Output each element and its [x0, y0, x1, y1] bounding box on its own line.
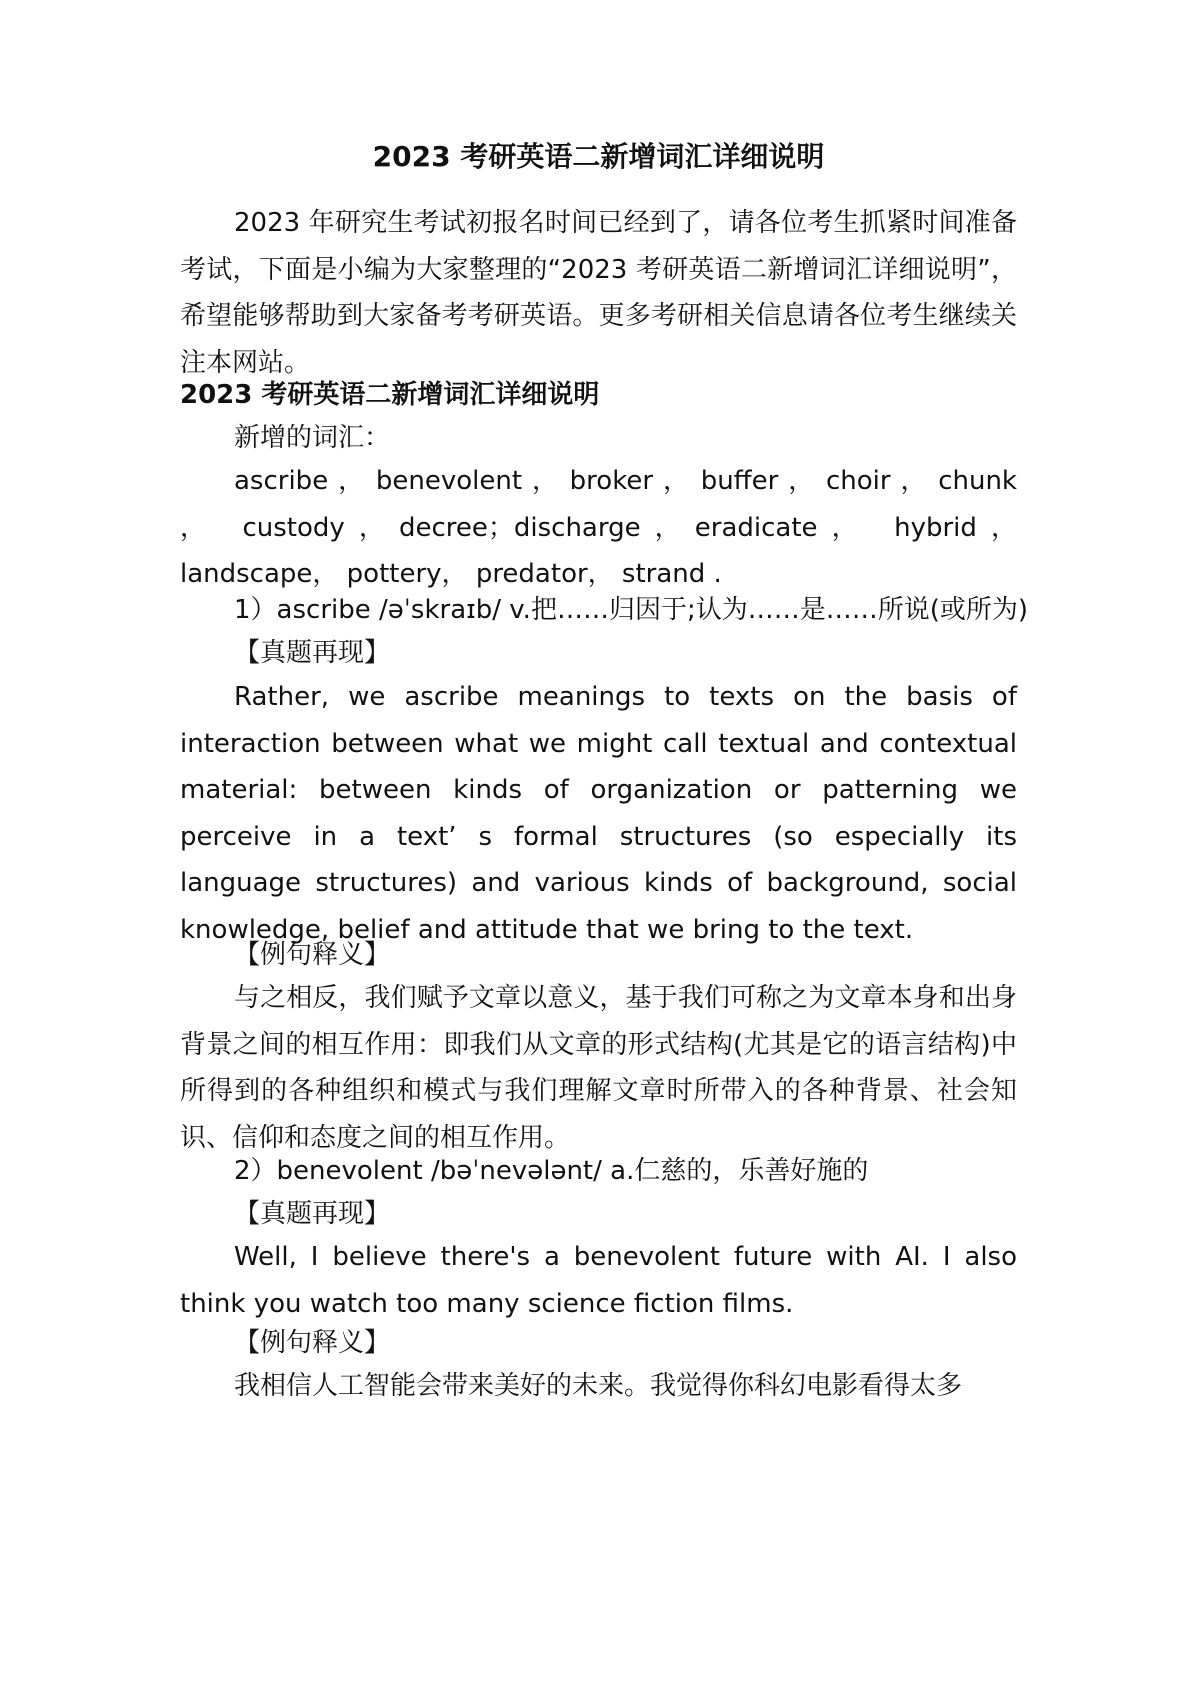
- entry-2-example-text: 我相信人工智能会带来美好的未来。我觉得你科幻电影看得太多: [234, 1371, 963, 1401]
- document-title: 2023 考研英语二新增词汇详细说明: [372, 140, 825, 173]
- entry-1-example-label: 【例句释义】: [234, 940, 391, 970]
- new-words-label: 新增的词汇：: [234, 423, 391, 453]
- entry-1-exam-label: 【真题再现】: [234, 638, 391, 668]
- entry-2-exam-label: 【真题再现】: [234, 1199, 391, 1229]
- section-heading: 2023 考研英语二新增词汇详细说明: [180, 380, 600, 410]
- entry-1-example-text: 与之相反，我们赋予文章以意义，基于我们可称之为文章本身和出身背景之间的相互作用：即我们从文章的形式结构(尤其是它的语言结构)中所得到的各种组织和模式与我们理解文章时所带入的各种背景、社会知识、信仰和态度之间的相互作用。: [180, 983, 1017, 1153]
- entry-1-headword: 1）ascribe /əˈskraɪb/ v.把……归因于;认为……是……所说(或所为): [234, 595, 1028, 625]
- entry-2-exam-text: Well, I believe there's a benevolent future with AI. I also think you watch too many science fiction films.: [180, 1242, 1017, 1319]
- intro-paragraph: 2023 年研究生考试初报名时间已经到了，请各位考生抓紧时间准备考试，下面是小编为大家整理的“2023 考研英语二新增词汇详细说明”，希望能够帮助到大家备考考研英语。更多考研相关信息请各位考生继续关注本网站。: [180, 208, 1017, 378]
- entry-1-exam-text: Rather, we ascribe meanings to texts on the basis of interaction between what we might call textual and contextual material: between kinds of organization or patterning we perceive in a text’ s formal structures (so especially its language structures) and various kinds of background, social knowledge, belief and attitude that we bring to the text.: [180, 682, 1017, 945]
- new-words-list: ascribe ， benevolent ， broker ， buffer ， choir ， chunk ， custody，decree；discharge，eradicate， hybrid， landscape， pottery， predator， strand .: [180, 466, 1017, 589]
- entry-2-headword: 2）benevolent /bəˈnevələnt/ a.仁慈的，乐善好施的: [234, 1156, 869, 1186]
- entry-2-example-label: 【例句释义】: [234, 1328, 391, 1358]
